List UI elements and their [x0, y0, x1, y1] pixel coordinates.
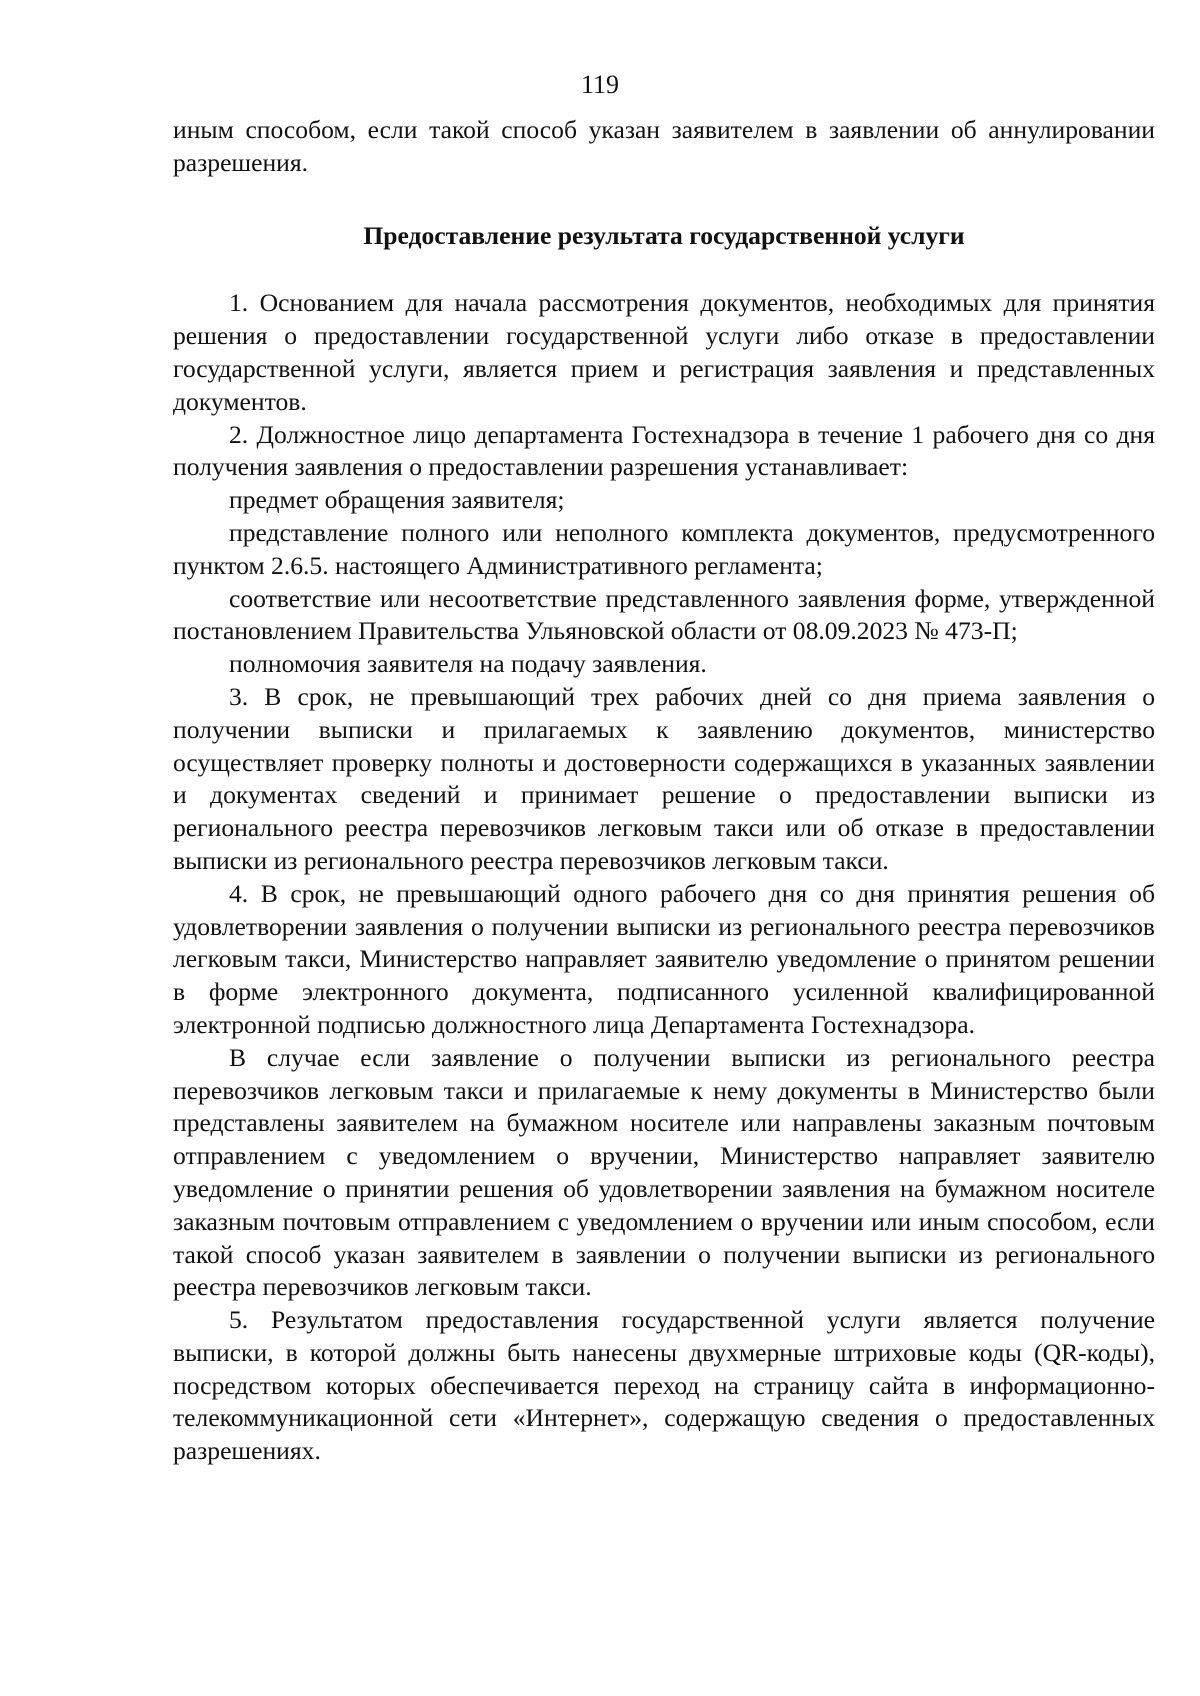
- paragraph-4: 4. В срок, не превышающий одного рабочего дня со дня принятия решения об удовлетворении заявления о получении выписки из регионального реестра перевозчиков легковым такси, Министерство направляет заявителю уведомление о принятом решении в форме электронного документа, подписанного усиленной квалифицированной электронной подписью должностного лица Департамента Гостехнадзора.: [173, 878, 1155, 1039]
- paragraph-subject: предмет обращения заявителя;: [229, 485, 565, 515]
- paragraph-1: 1. Основанием для начала рассмотрения документов, необходимых для принятия решения о предоставлении государственной услуги либо отказе в предоставлении государственной услуги, является прием и регистрация заявления и представленных документов.: [173, 288, 1155, 416]
- document-body: [173, 114, 1155, 1468]
- intro-paragraph: иным способом, если такой способ указан заявителем в заявлении об аннулировании разрешения.: [173, 115, 1155, 177]
- paragraph-authority: полномочия заявителя на подачу заявления.: [229, 649, 707, 679]
- paragraph-5: 5. Результатом предоставления государственной услуги является получение выписки, в которой должны быть нанесены двухмерные штриховые коды (QR-коды), посредством которых обеспечивается переход на страницу сайта в информационно-телекоммуникационной сети «Интернет», содержащую сведения о предоставленных разрешениях.: [173, 1305, 1155, 1466]
- paragraph-paper-case: В случае если заявление о получении выписки из регионального реестра перевозчиков легковым такси и прилагаемые к нему документы в Министерство были представлены заявителем на бумажном носителе или направлены заказным почтовым отправлением с уведомлением о вручении, Министерство направляет заявителю уведомление о принятии решения об удовлетворении заявления на бумажном носителе заказным почтовым отправлением с уведомлением о вручении или иным способом, если такой способ указан заявителем в заявлении о получении выписки из регионального реестра перевозчиков легковым такси.: [173, 1042, 1155, 1302]
- page-number: 119: [580, 70, 620, 99]
- paragraph-3: 3. В срок, не превышающий трех рабочих дней со дня приема заявления о получении выписки и прилагаемых к заявлению документов, министерство осуществляет проверку полноты и достоверности содержащихся в указанных заявлении и документах сведений и принимает решение о предоставлении выписки из регионального реестра перевозчиков легковым такси или об отказе в предоставлении выписки из регионального реестра перевозчиков легковым такси.: [173, 681, 1155, 875]
- paragraph-form-compliance: соответствие или несоответствие представленного заявления форме, утвержденной постановлением Правительства Ульяновской области от 08.09.2023 № 473-П;: [173, 583, 1155, 646]
- paragraph-2: 2. Должностное лицо департамента Гостехнадзора в течение 1 рабочего дня со дня получения заявления о предоставлении разрешения устанавливает:: [173, 419, 1155, 482]
- paragraph-documents-set: представление полного или неполного комплекта документов, предусмотренного пунктом 2.6.5. настоящего Административного регламента;: [173, 517, 1155, 580]
- section-heading: Предоставление результата государственной услуги: [363, 220, 965, 250]
